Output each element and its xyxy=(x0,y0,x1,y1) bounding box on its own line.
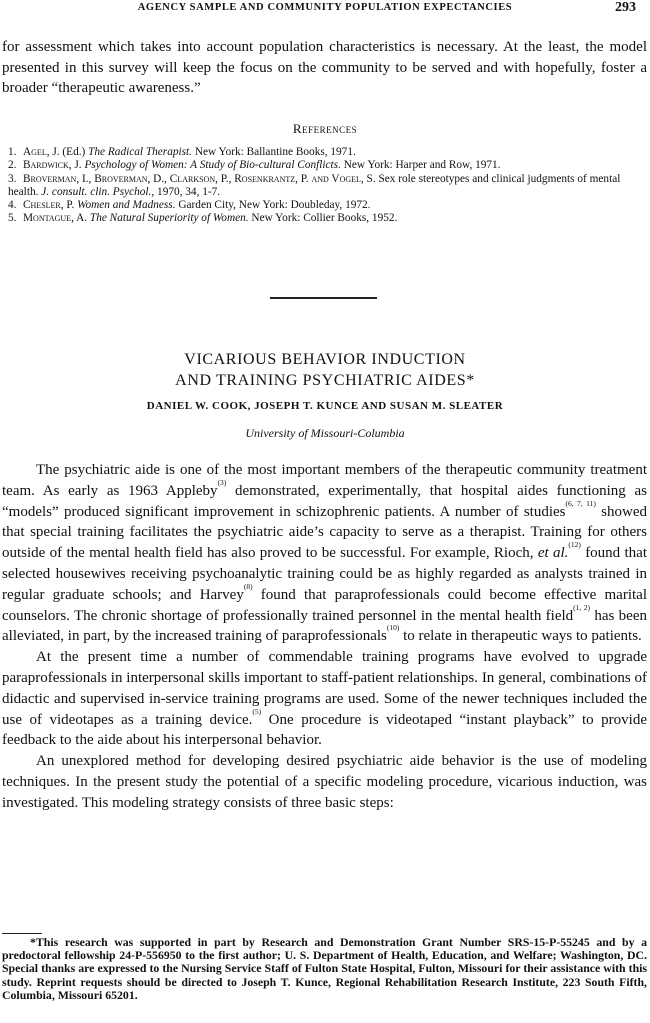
reference-item: 2. Bardwick, J. Psychology of Women: A Study of Bio-cultural Conflicts. New York: Harper and Row, 1971. xyxy=(8,159,501,172)
citation: (1, 2) xyxy=(573,602,591,612)
reference-item: 1. Agel, J. (Ed.) The Radical Therapist. New York: Ballantine Books, 1971. xyxy=(8,146,356,158)
citation: (12) xyxy=(568,540,581,550)
article-title-line-2: AND TRAINING PSYCHIATRIC AIDES* xyxy=(175,372,475,389)
reference-list xyxy=(8,146,648,226)
reference-item: 5. Montague, A. The Natural Superiority of Women. New York: Collier Books, 1952. xyxy=(8,212,398,225)
article-title-line-1: VICARIOUS BEHAVIOR INDUCTION xyxy=(184,351,466,368)
article-title xyxy=(0,349,650,391)
footnote: *This research was supported in part by Research and Demonstration Grant Number SRS-15-P-55245 and by a predoctoral fellowship 24-P-556950 to the first author; U. S. Department of Health, Education, and Welfare; Washington, DC. Special thanks are expressed to the Nursing Service Staff of Fulton State Hospital, Fulton, Missouri for their assistance with this study. Reprint requests should be directed to Joseph T. Kunce, Regional Rehabilitation Research Institute, 223 South Fifth, Columbia, Missouri 65201. xyxy=(2,935,647,1002)
reference-item: 4. Chesler, P. Women and Madness. Garden City, New York: Doubleday, 1972. xyxy=(8,199,371,212)
citation: (5) xyxy=(252,706,262,716)
body-paragraph: At the present time a number of commendable training programs have evolved to upgrade paraprofessionals in interpersonal skills important to staff-patient relationships. In general, combinations of didactic and supervised in-service training programs are used. Some of the newer techniques included the use of videotapes as a training device.$^{(5)}$ One procedure is videotaped “instant playback” to provide feedback to the aide about his interpersonal behavior. xyxy=(2,649,647,749)
article-affiliation: University of Missouri-Columbia xyxy=(245,426,405,440)
references-heading: References xyxy=(292,121,358,136)
citation: (6, 7, 11) xyxy=(565,498,596,508)
article-body xyxy=(2,460,647,814)
body-paragraph: An unexplored method for developing desired psychiatric aide behavior is the use of modeling techniques. In the present study the potential of a specific modeling procedure, vicarious induction, was investigated. This modeling strategy consists of three basic steps: xyxy=(2,753,647,811)
page-number: 293 xyxy=(615,0,636,15)
article-authors: DANIEL W. COOK, JOSEPH T. KUNCE AND SUSAN M. SLEATER xyxy=(146,400,504,412)
citation: (3) xyxy=(217,477,227,487)
continued-paragraph: for assessment which takes into account population characteristics is necessary. At the least, the model presented in this survey will keep the focus on the community to be served and with hopefully, foster a broader “therapeutic awareness.” xyxy=(2,39,647,96)
reference-item: 3. Broverman, I., Broverman, D., Clarkson, P., Rosenkrantz, P. and Vogel, S. Sex role stereotypes and clinical judgments of mental health. J. consult. clin. Psychol., 1970, 34, 1-7. xyxy=(8,172,621,198)
running-head: AGENCY SAMPLE AND COMMUNITY POPULATION EXPECTANCIES xyxy=(137,2,513,13)
citation: (10) xyxy=(386,623,400,633)
body-paragraph: The psychiatric aide is one of the most important members of the therapeutic community treatment team. As early as 1963 Appleby$^{(3)}$ demonstrated, experimentally, that hospital aides functioning as “models” produced significant improvement in schizophrenic patients. A number of studies$^{(6, 7, 11)}$ showed that special training facilitates the psychiatric aide’s capacity to serve as a therapist. Training for others outside of the mental health field has also proved to be successful. For example, Rioch, et al.$^{(12)}$ found that selected housewives receiving psychoanalytic training could be as highly regarded as analysts trained in regular graduate schools; and Harvey$^{(8)}$ found that paraprofessionals could become effective marital counselors. The chronic shortage of professionally trained personnel in the mental health field$^{(1, 2)}$ has been alleviated, in part, by the increased training of paraprofessionals$^{(10)}$ to relate in therapeutic ways to patients. xyxy=(2,462,647,645)
footnote-divider xyxy=(2,933,42,934)
citation: (8) xyxy=(243,581,253,591)
section-divider xyxy=(270,297,377,299)
